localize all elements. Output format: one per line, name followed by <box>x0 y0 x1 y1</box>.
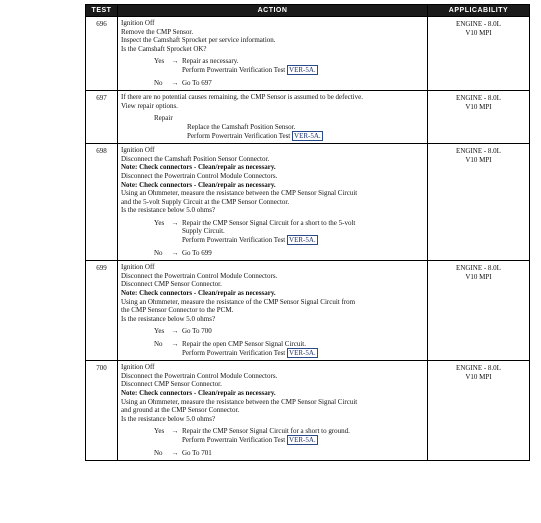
answer-text: Repair the CMP Sensor Signal Circuit for a short to the 5-volt <box>182 218 356 227</box>
action-line: Ignition Off <box>121 363 155 372</box>
applicability-type: V10 MPI <box>465 372 492 381</box>
action-line: Ignition Off <box>121 19 155 27</box>
yes-answer <box>121 327 424 336</box>
action-line: Remove the CMP Sensor. <box>121 27 194 36</box>
applicability-engine: ENGINE - 8.0L <box>456 20 501 28</box>
action-line: Disconnect the Camshaft Position Sensor Connector. <box>121 154 270 163</box>
action-line: and the 5-volt Supply Circuit at the CMP Sensor Connector. <box>121 197 290 206</box>
action-line: View repair options. <box>121 101 178 110</box>
ver-5a-link[interactable]: VER-5A. <box>289 348 316 357</box>
action-line: Using an Ohmmeter, measure the resistance between the CMP Sensor Signal Circuit <box>121 397 358 406</box>
diagnostic-table-page <box>85 4 529 461</box>
test-number: 698 <box>86 144 118 261</box>
no-answer <box>121 249 424 258</box>
table-row <box>86 91 530 144</box>
yes-label: Yes <box>154 427 165 436</box>
header-action: ACTION <box>118 5 428 17</box>
action-cell <box>118 91 428 144</box>
ver-5a-link[interactable]: VER-5A. <box>289 435 316 444</box>
applicability-cell <box>428 91 530 144</box>
action-line: the CMP Sensor Connector to the PCM. <box>121 306 234 315</box>
action-cell <box>118 361 428 461</box>
table-row <box>86 17 530 91</box>
applicability-type: V10 MPI <box>465 155 492 164</box>
action-line: If there are no potential causes remaining, the CMP Sensor is assumed to be defective. <box>121 93 363 102</box>
action-line: Using an Ohmmeter, measure the resistance between the CMP Sensor Signal Circuit <box>121 189 358 198</box>
no-answer <box>121 340 424 357</box>
applicability-cell <box>428 261 530 361</box>
ver-5a-link[interactable]: VER-5A. <box>294 131 321 140</box>
header-test: TEST <box>86 5 118 17</box>
repair-text: Replace the Camshaft Position Sensor. <box>187 122 296 131</box>
answer-text: Go To 699 <box>182 248 212 257</box>
answer-perform: Perform Powertrain Verification Test <box>182 435 286 444</box>
applicability-cell <box>428 361 530 461</box>
note-line: Note: Check connectors - Clean/repair as necessary. <box>121 388 276 397</box>
answer-perform: Perform Powertrain Verification Test <box>182 348 286 357</box>
test-number: 697 <box>86 91 118 144</box>
action-line: Using an Ohmmeter, measure the resistance of the CMP Sensor Signal Circuit from <box>121 297 356 306</box>
action-line: Is the resistance below 5.0 ohms? <box>121 314 216 323</box>
repair-perform: Perform Powertrain Verification Test <box>187 131 291 140</box>
applicability-type: V10 MPI <box>465 28 492 37</box>
answer-perform: Perform Powertrain Verification Test <box>182 236 286 245</box>
answer-text: Go To 697 <box>182 78 212 87</box>
yes-label: Yes <box>154 218 165 227</box>
action-line: Is the Camshaft Sprocket OK? <box>121 44 207 53</box>
test-number: 699 <box>86 261 118 361</box>
no-label: No <box>154 78 163 87</box>
action-cell <box>118 17 428 91</box>
test-number: 696 <box>86 17 118 91</box>
yes-answer <box>121 57 424 74</box>
yes-answer <box>121 219 424 245</box>
no-label: No <box>154 340 163 348</box>
action-line: Is the resistance below 5.0 ohms? <box>121 206 216 215</box>
answer-text: Go To 700 <box>182 327 212 336</box>
repair-label: Repair <box>154 114 173 123</box>
action-cell <box>118 261 428 361</box>
applicability-engine: ENGINE - 8.0L <box>456 364 501 373</box>
arrow-icon: → <box>171 57 179 66</box>
no-label: No <box>154 248 163 257</box>
note-line: Note: Check connectors - Clean/repair as necessary. <box>121 180 276 189</box>
table-row <box>86 144 530 261</box>
yes-label: Yes <box>154 327 165 336</box>
table-row <box>86 261 530 361</box>
no-label: No <box>154 448 163 457</box>
answer-perform: Perform Powertrain Verification Test <box>182 65 286 74</box>
answer-text: Go To 701 <box>182 448 212 457</box>
arrow-icon: → <box>171 427 179 436</box>
action-line: Disconnect the Powertrain Control Module Connectors. <box>121 271 278 280</box>
ver-5a-link[interactable]: VER-5A. <box>289 65 316 74</box>
arrow-icon: → <box>171 248 179 257</box>
yes-answer <box>121 427 424 444</box>
no-answer <box>121 79 424 88</box>
answer-text: Repair as necessary. <box>182 57 239 66</box>
answer-text: Repair the open CMP Sensor Signal Circuit. <box>182 340 306 348</box>
arrow-icon: → <box>171 218 179 227</box>
action-line: Inspect the Camshaft Sprocket per service information. <box>121 36 276 45</box>
applicability-engine: ENGINE - 8.0L <box>456 264 501 273</box>
answer-text: Repair the CMP Sensor Signal Circuit for a short to ground. <box>182 427 350 436</box>
applicability-cell <box>428 144 530 261</box>
action-line: Disconnect the Powertrain Control Module Connectors. <box>121 171 278 180</box>
action-cell <box>118 144 428 261</box>
applicability-engine: ENGINE - 8.0L <box>456 94 501 103</box>
applicability-type: V10 MPI <box>465 102 492 111</box>
yes-label: Yes <box>154 57 165 66</box>
action-line: Disconnect CMP Sensor Connector. <box>121 380 222 389</box>
arrow-icon: → <box>171 327 179 336</box>
applicability-engine: ENGINE - 8.0L <box>456 147 501 156</box>
table-row <box>86 361 530 461</box>
action-line: Ignition Off <box>121 146 155 155</box>
action-line: Is the resistance below 5.0 ohms? <box>121 414 216 423</box>
note-line: Note: Check connectors - Clean/repair as necessary. <box>121 289 276 298</box>
table-header-row <box>86 5 530 17</box>
answer-text: Supply Circuit. <box>182 227 225 236</box>
no-answer <box>121 449 424 458</box>
header-applicability: APPLICABILITY <box>428 5 530 17</box>
action-line: and ground at the CMP Sensor Connector. <box>121 406 240 415</box>
ver-5a-link[interactable]: VER-5A. <box>289 236 316 245</box>
applicability-type: V10 MPI <box>465 272 492 281</box>
applicability-cell <box>428 17 530 91</box>
arrow-icon: → <box>171 340 179 348</box>
note-line: Note: Check connectors - Clean/repair as necessary. <box>121 163 276 172</box>
arrow-icon: → <box>171 78 179 87</box>
action-line: Ignition Off <box>121 263 155 272</box>
test-number: 700 <box>86 361 118 461</box>
action-line: Disconnect the Powertrain Control Module Connectors. <box>121 371 278 380</box>
arrow-icon: → <box>171 448 179 457</box>
diagnostic-test-table <box>85 4 530 461</box>
action-line: Disconnect CMP Sensor Connector. <box>121 280 222 289</box>
